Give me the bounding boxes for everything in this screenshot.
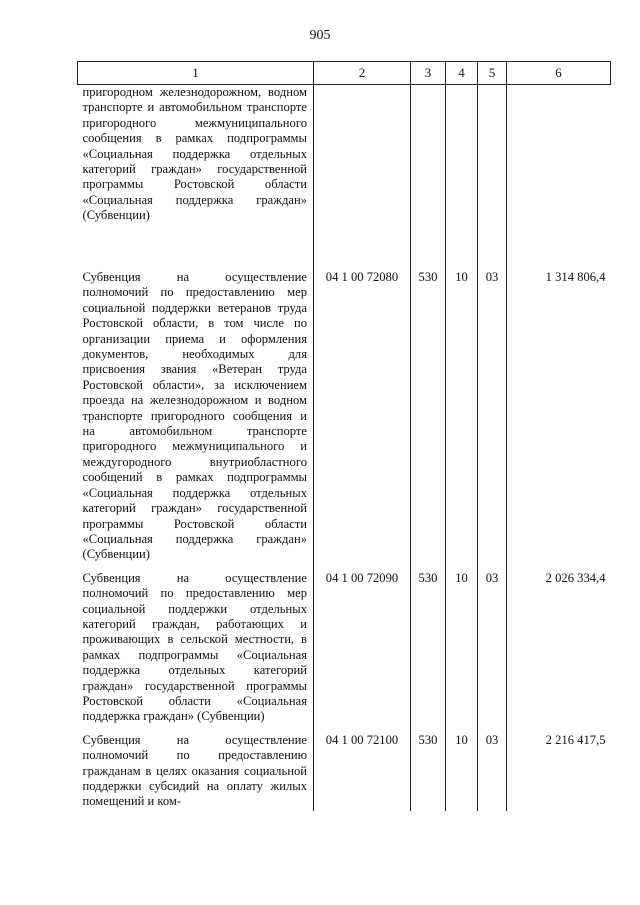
row-col-4: 10 xyxy=(446,263,478,564)
header-col-5: 5 xyxy=(478,62,507,85)
row-description: Субвенция на осуществление полномочий по предоставлению мер социальной поддержки ветеранов труда Ростовской области, в том числе по организации приема и оформления документов, необходимых для присвоения звания «Ветеран труда Ростовской области», за исключением проезда на железнодорожном и водном транспорте пригородного сообщения и на автомобильном транспорте пригородного межмуниципального и междугородного внутриобластного сообщений в рамках подпрограммы «Социальная поддержка отдельных категорий граждан» государственной программы Ростовской области «Социальная поддержка граждан» (Субвенции) xyxy=(82,270,307,562)
row-amount: 2 026 334,4 xyxy=(507,564,611,726)
row-col-4 xyxy=(446,85,478,264)
row-col-3 xyxy=(411,85,446,264)
row-col-5: 03 xyxy=(478,564,507,726)
row-description: Субвенция на осуществление полномочий по предоставлению гражданам в целях оказания социальной поддержки субсидий на оплату жилых помещений и ком- xyxy=(82,732,307,809)
table-row xyxy=(78,263,611,564)
table-header-row xyxy=(78,62,611,85)
row-col-3: 530 xyxy=(411,564,446,726)
header-col-4: 4 xyxy=(446,62,478,85)
row-description: пригородном железнодорожном, водном транспорте и автомобильном транспорте пригородного межмуниципального сообщения в рамках подпрограммы «Социальная поддержка отдельных категорий граждан» государственной программы Ростовской области «Социальная поддержка граждан» (Субвенции) xyxy=(82,85,307,223)
row-code: 04 1 00 72090 xyxy=(314,564,411,726)
row-col-5: 03 xyxy=(478,726,507,811)
row-amount xyxy=(507,85,611,264)
row-amount: 2 216 417,5 xyxy=(507,726,611,811)
header-col-1: 1 xyxy=(78,62,314,85)
row-code: 04 1 00 72080 xyxy=(314,263,411,564)
row-col-5 xyxy=(478,85,507,264)
row-col-3: 530 xyxy=(411,726,446,811)
row-code xyxy=(314,85,411,264)
table-row xyxy=(78,726,611,811)
row-description: Субвенция на осуществление полномочий по предоставлению мер социальной поддержки отдельных категорий граждан, работающих и проживающих в сельской местности, в рамках подпрограммы «Социальная поддержка отдельных категорий граждан» государственной программы Ростовской области «Социальная поддержка граждан» (Субвенции) xyxy=(82,570,307,724)
header-col-2: 2 xyxy=(314,62,411,85)
row-code: 04 1 00 72100 xyxy=(314,726,411,811)
row-col-4: 10 xyxy=(446,726,478,811)
row-col-4: 10 xyxy=(446,564,478,726)
table-row xyxy=(78,85,611,264)
budget-table xyxy=(77,61,611,811)
header-col-3: 3 xyxy=(411,62,446,85)
page-number: 905 xyxy=(309,28,331,43)
row-amount: 1 314 806,4 xyxy=(507,263,611,564)
table-row xyxy=(78,564,611,726)
row-col-3: 530 xyxy=(411,263,446,564)
row-col-5: 03 xyxy=(478,263,507,564)
header-col-6: 6 xyxy=(507,62,611,85)
